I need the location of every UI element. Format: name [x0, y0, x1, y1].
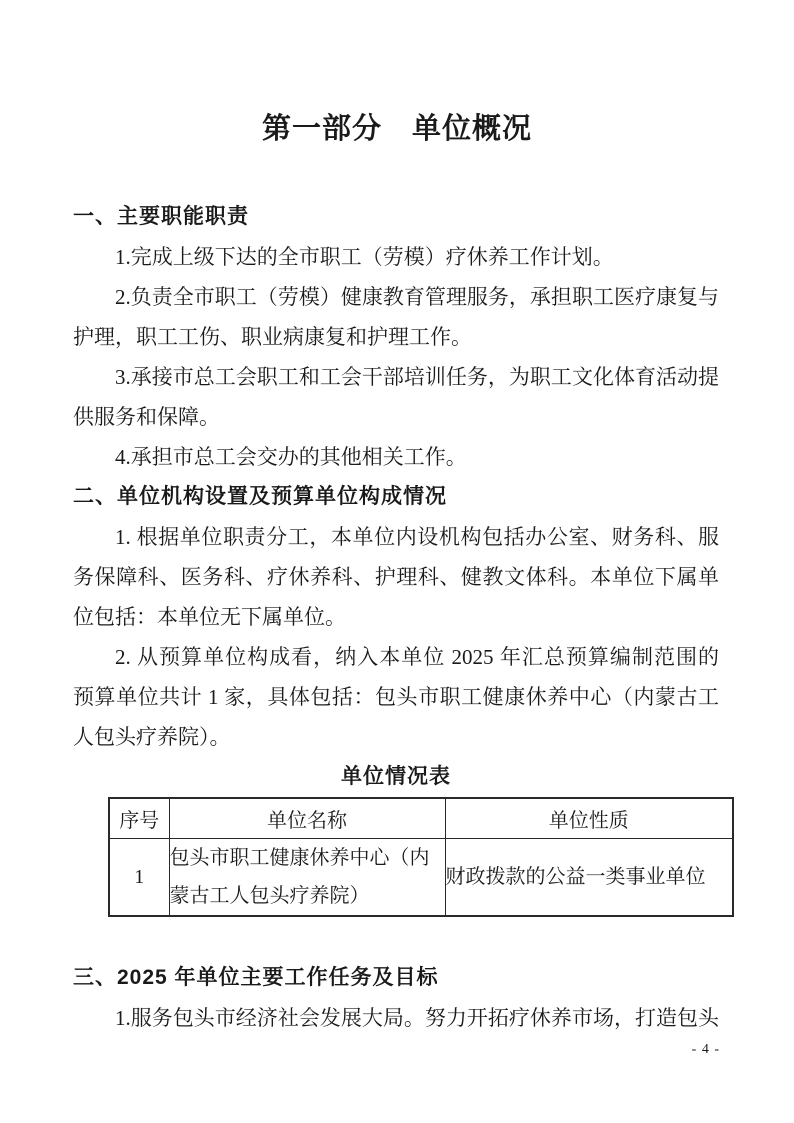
- table-row: [109, 839, 733, 917]
- section-heading-2: 二、单位机构设置及预算单位构成情况: [73, 485, 447, 508]
- paragraph-line: 务保障科、医务科、疗休养科、护理科、健教文体科。本单位下属单: [73, 565, 719, 589]
- paragraph-line: 1.服务包头市经济社会发展大局。努力开拓疗休养市场，打造包头: [115, 1006, 719, 1030]
- paragraph-line: 4.承担市总工会交办的其他相关工作。: [115, 445, 467, 469]
- paragraph-line: 2. 从预算单位构成看，纳入本单位 2025 年汇总预算编制范围的: [115, 645, 719, 669]
- section-heading-1: 一、主要职能职责: [73, 205, 249, 228]
- units-table: [108, 797, 734, 917]
- cell-name: 包头市职工健康休养中心（内蒙古工人包头疗养院）: [169, 839, 445, 917]
- paragraph-line: 1. 根据单位职责分工，本单位内设机构包括办公室、财务科、服: [115, 525, 719, 549]
- table-caption: 单位情况表: [341, 765, 451, 788]
- document-title: 第一部分 单位概况: [261, 113, 532, 145]
- header-cell-seq: 序号: [109, 798, 169, 839]
- paragraph-line: 2.负责全市职工（劳模）健康教育管理服务，承担职工医疗康复与: [115, 285, 719, 309]
- paragraph-line: 护理，职工工伤、职业病康复和护理工作。: [73, 325, 472, 349]
- cell-seq: 1: [109, 839, 169, 917]
- paragraph-line: 供服务和保障。: [73, 405, 220, 429]
- page-number: - 4 -: [691, 1042, 720, 1057]
- paragraph-line: 位包括：本单位无下属单位。: [73, 605, 346, 629]
- document-body: [73, 197, 719, 1038]
- paragraph-line: 1.完成上级下达的全市职工（劳模）疗休养工作计划。: [115, 245, 614, 269]
- units-table-wrapper: [108, 797, 732, 917]
- header-cell-nature: 单位性质: [445, 798, 733, 839]
- table-header-row: [109, 798, 733, 839]
- section-heading-3: 三、2025 年单位主要工作任务及目标: [73, 966, 439, 989]
- cell-nature: 财政拨款的公益一类事业单位: [445, 839, 733, 917]
- paragraph-line: 预算单位共计 1 家，具体包括：包头市职工健康休养中心（内蒙古工: [73, 685, 719, 709]
- paragraph-line: 人包头疗养院）。: [73, 725, 231, 749]
- paragraph-line: 3.承接市总工会职工和工会干部培训任务，为职工文化体育活动提: [115, 365, 719, 389]
- header-cell-name: 单位名称: [169, 798, 445, 839]
